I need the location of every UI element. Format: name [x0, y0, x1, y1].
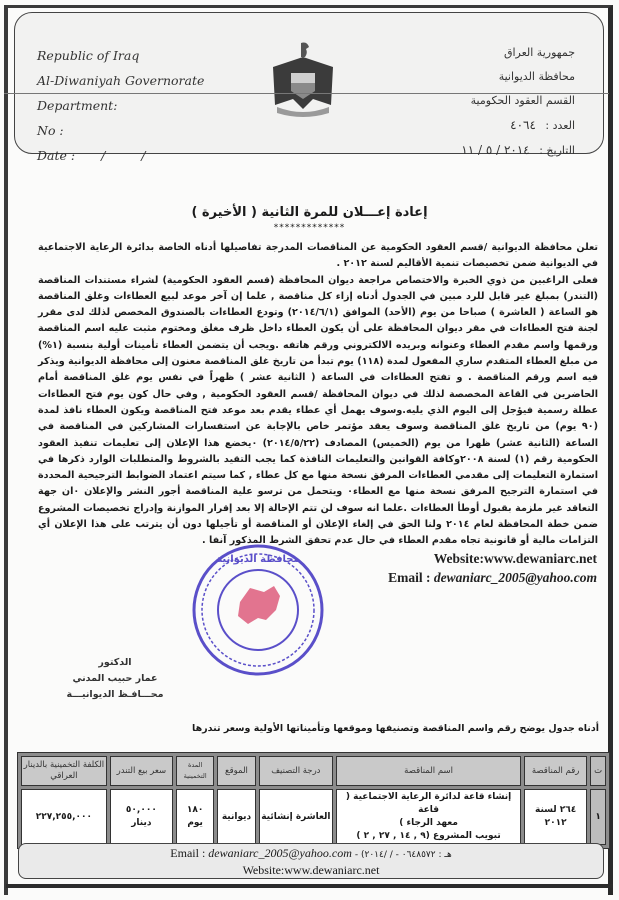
signature-title: الدكتور: [98, 657, 132, 668]
tender-price-unit: دينار: [131, 818, 152, 828]
signature-block: [60, 655, 170, 703]
letterhead-arabic: [461, 41, 575, 163]
official-stamp-icon: [188, 540, 328, 680]
cell-location: ديوانية: [217, 789, 255, 845]
tender-name-line-2: معهد الرجاء ): [399, 818, 458, 828]
table-caption: أدناه جدول يوضح رقم واسم المناقصة وتصنيفها وموقعها وتأميناتها الأولية وسعر تندرها: [192, 723, 599, 734]
governorate-ar: محافظة الديوانية: [498, 70, 575, 83]
cell-tender-price: [110, 789, 173, 845]
tender-table: [17, 752, 610, 849]
header-seq: ت: [590, 756, 606, 786]
footer-contact-line: [19, 846, 603, 863]
email-label: Email :: [388, 570, 434, 585]
header-tender-name: اسم المناقصة: [336, 756, 521, 786]
letterhead: [14, 12, 604, 163]
announcement-title: إعادة إعـــلان للمرة الثانية ( الأخيرة ): [191, 205, 428, 220]
header-duration: المدة التخمينية: [176, 756, 214, 786]
footer-email-label: Email :: [170, 846, 209, 860]
signature-name: عمار حبيب المدني: [72, 673, 158, 684]
country-en: Republic of Iraq: [37, 48, 140, 63]
footer-website-link[interactable]: Website:www.dewaniarc.net: [242, 863, 380, 877]
signature-position: محـــافـظ الديوانيـــة: [66, 689, 164, 700]
number-line-ar: [461, 113, 575, 138]
date-value-en: / /: [101, 148, 162, 163]
duration-unit: يوم: [187, 818, 203, 828]
date-value-ar: ٢٠١٤ / ٥ / ١١: [461, 143, 530, 157]
tender-name-line-1: إنشاء قاعة لدائرة الرعاية الاجتماعية ( قاعة: [345, 792, 512, 815]
header-tender-number: رقم المناقصة: [524, 756, 587, 786]
department-ar: القسم العقود الحكومية: [470, 94, 575, 107]
country-ar: جمهورية العراق: [503, 46, 575, 59]
tender-name-line-3: تبويب المشروع (٩ , ١٤ , ٢٧ , ٢ ): [356, 831, 501, 841]
header-estimated-cost: الكلفة التخمينية بالدينار العراقي: [21, 756, 107, 786]
cell-tender-name: [336, 789, 521, 845]
footer-email-link[interactable]: dewaniarc_2005@yahoo.com: [208, 846, 352, 860]
iraq-eagle-emblem-icon: [263, 39, 343, 119]
email-link[interactable]: dewaniarc_2005@yahoo.com: [433, 570, 597, 585]
stamp-text: محافظة الديوانية: [216, 554, 300, 565]
governorate-en: Al-Diwaniyah Governorate: [37, 73, 205, 88]
announcement-paragraph-2: فعلى الراغبين من ذوي الخبرة والاختصاص مراجعة ديوان المحافظة (قسم العقود الحكومية) لشراء مستندات المناقصة (التندر) بمبلغ غير قابل للرد مبين في الجدول أدناه إزاء كل مناقصة , علما إن آخر موعد لبيع العطاءات وغلق المناقصة هو الساعة ( العاشرة ) صباحا من يوم (الأحد) الموافق (٢٠١٤/٦/١) وتودع العطاءات بالصندوق المخصص لذلك لدى مقرر لجنة فتح العطاءات في مقر ديوان المحافظة على أن يكون العطاء داخل ظرف مغلق ومختوم مثبت عليه اسم المناقصة ورقمها واسم مقدم العطاء وعنوانه وبريده الالكتروني ورقم هاتفه .ويجب أن يتضمن العطاء تأمينات أولية بنسبة (١%) من مبلغ العطاء المتقدم ساري المفعول لمدة (١١٨) يوم تبدأ من تاريخ غلق المناقصة معنون إلى محافظة الديوانية ويذكر فيه اسم ورقم المناقصة . و تفتح العطاءات في الساعة ( الثانية عشر ) ظهراً في نفس يوم غلق المناقصة أمام الحاضرين في القاعة المخصصة لذلك في ديوان المحافظة /قسم العقود الحكومية , وفي حال كون يوم فتح العطاءات عطلة رسمية فيؤجل إلى اليوم الذي يليه.وسوف يهمل أي عطاء يقدم بعد موعد فتح المناقصة ويكون العطاء نافذ لمدة (٩٠ يوم) من تاريخ غلق المناقصة وسوف يعقد مؤتمر خاص بالإجابة عن استفسارات المشاركين في المناقصة في الساعة (الثانية عشر) ظهرا من يوم (الخميس) المصادف (٢٠١٤/٥/٢٢) ٠يخضع هذا الإعلان إلى تعليمات تنفيذ العقود الحكومية رقم (١) لسنة ٢٠٠٨وكافة القوانين والتعليمات النافذة كما يجب التقيد بالشروط والمتطلبات الوارد ذكرها في استمارة التعليمات إلى مقدمي العطاءات المرفق نسخة منها مع كل عطاء , كما سيتم اعتماد الضوابط الترجيحية المحددة في استمارة الترجيح المرفق نسخة منها مع العطاء٠ ويتحمل من ترسو علية المناقصة أجور النشر والإعلان ٠ان جهة التعاقد غير ملزمة بقبول أوطأ العطاءات .علما انه سوف لن تتم الإحالة إلا بعد إقرار الموازنة وإدراج تخصيصات المشروع ضمن خطة المحافظة لعام ٢٠١٤ ولنا الحق في إلغاء الإعلان أو المناقصة أو تأجيلها دون أن يترتب على هذا الإعلان أي التزامات مالية أو قانونية تجاه مقدم العطاء في حال عدم تحقق الشرط المذكور آنفا .: [38, 274, 598, 547]
header-location: الموقع: [217, 756, 255, 786]
number-label-ar: العدد :: [545, 119, 575, 132]
contact-block: [388, 549, 597, 587]
cell-seq: ١: [590, 789, 606, 845]
number-label-en: No :: [37, 123, 64, 138]
date-line-en: [37, 143, 204, 168]
scan-artifact-line: [4, 93, 609, 94]
title-separator: *************: [273, 223, 346, 233]
announcement-body: [38, 240, 598, 550]
table-row: [21, 789, 606, 845]
tender-price-value: ٥٠,٠٠٠: [125, 805, 157, 815]
website-link[interactable]: Website:www.dewaniarc.net: [433, 551, 597, 566]
number-value-ar: ٤٠٦٤: [510, 118, 536, 132]
cell-tender-number: ٢٦٤ لسنة ٢٠١٢: [524, 789, 587, 845]
cell-duration: [176, 789, 214, 845]
announcement-paragraph-1: تعلن محافظة الديوانية /قسم العقود الحكومية عن المناقصات المدرجة تفاصيلها أدناه الخاصة بدائرة الرعاية الاجتماعية في الديوانية ضمن تخصيصات تنمية الأقاليم لسنة ٢٠١٢ .: [38, 242, 598, 270]
email-line: [388, 568, 597, 587]
date-label-en: Date :: [37, 148, 76, 163]
date-label-ar: التاريخ :: [539, 144, 575, 157]
department-label-en: Department:: [37, 98, 118, 113]
cell-estimated-cost: ٢٢٧,٢٥٥,٠٠٠: [21, 789, 107, 845]
header-tender-price: سعر بيع التندر: [110, 756, 173, 786]
bottom-rule: [6, 884, 613, 888]
cell-classification: العاشرة إنشائية: [259, 789, 333, 845]
footer-phone: هـ : ٠٦٤٨٥٧٢ - / /٢٠١٤) -: [354, 850, 452, 860]
table-header-row: [21, 756, 606, 786]
footer: [18, 843, 604, 879]
duration-value: ١٨٠: [186, 805, 204, 815]
letterhead-english: [37, 43, 204, 168]
date-line-ar: [461, 138, 575, 163]
header-classification: درجة التصنيف: [259, 756, 333, 786]
